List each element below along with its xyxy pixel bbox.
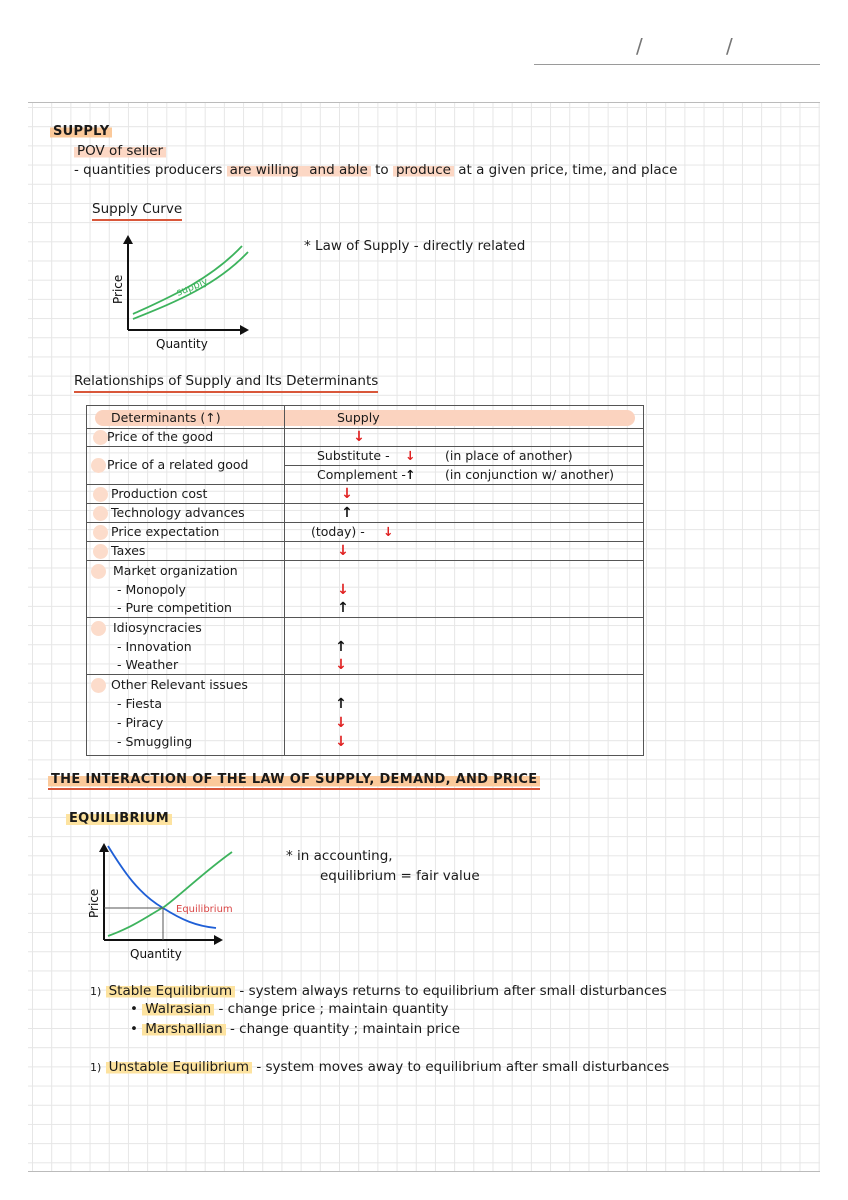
x-axis-arrowhead bbox=[240, 325, 249, 335]
supply-definition: - quantities producers are willing and able to produce at a given price, time, and place bbox=[74, 162, 678, 178]
row-label-price-expectation: Price expectation bbox=[111, 524, 220, 539]
item-weather: - Weather bbox=[117, 657, 179, 672]
row-label-taxes: Taxes bbox=[111, 543, 146, 558]
interaction-title: THE INTERACTION OF THE LAW OF SUPPLY, DEMAND, AND PRICE bbox=[48, 771, 540, 789]
item-pure-competition: - Pure competition bbox=[117, 600, 232, 615]
row-label-related-good: Price of a related good bbox=[107, 457, 249, 472]
header-supply: Supply bbox=[337, 410, 380, 425]
supply-line-upper bbox=[133, 246, 242, 314]
complement-note: (in conjunction w/ another) bbox=[445, 467, 614, 482]
arrow-up-icon: ↑ bbox=[335, 639, 347, 655]
supply-curve-title: Supply Curve bbox=[92, 200, 182, 218]
row-dot bbox=[93, 544, 108, 559]
x-axis-label: Quantity bbox=[156, 337, 208, 351]
row-separator bbox=[87, 617, 643, 618]
today-text: (today) - bbox=[311, 524, 365, 539]
determinants-title: Relationships of Supply and Its Determinants bbox=[74, 372, 378, 390]
row-dot bbox=[91, 621, 106, 636]
arrow-down-icon: ↓ bbox=[337, 543, 349, 559]
row-label-other-issues: Other Relevant issues bbox=[111, 677, 248, 692]
date-slash: / bbox=[726, 34, 733, 58]
arrow-up-icon: ↑ bbox=[337, 600, 349, 616]
row-dot bbox=[93, 525, 108, 540]
arrow-up-icon: ↑ bbox=[335, 696, 347, 712]
header-determinants: Determinants (↑) bbox=[111, 410, 221, 425]
supply-title: SUPPLY bbox=[50, 123, 112, 141]
row-dot bbox=[93, 487, 108, 502]
x-axis-label: Quantity bbox=[130, 947, 182, 961]
stable-equilibrium-line: 1) Stable Equilibrium - system always returns to equilibrium after small disturbances bbox=[90, 983, 667, 999]
arrow-up-icon: ↑ bbox=[405, 467, 416, 482]
item-fiesta: - Fiesta bbox=[117, 696, 163, 711]
row-separator bbox=[87, 541, 643, 542]
row-dot bbox=[93, 506, 108, 521]
arrow-down-icon: ↓ bbox=[335, 715, 347, 731]
row-separator bbox=[87, 560, 643, 561]
arrow-down-icon: ↓ bbox=[353, 429, 365, 445]
date-line bbox=[534, 64, 820, 65]
arrow-down-icon: ↓ bbox=[405, 448, 416, 463]
y-axis-label: Price bbox=[111, 274, 125, 304]
determinants-table bbox=[86, 405, 644, 756]
row-label-production-cost: Production cost bbox=[111, 486, 208, 501]
arrow-down-icon: ↓ bbox=[335, 657, 347, 673]
row-dot bbox=[91, 458, 106, 473]
demand-curve bbox=[108, 846, 216, 928]
arrow-up-icon: ↑ bbox=[341, 505, 353, 521]
supply-curve-chart bbox=[100, 232, 260, 352]
x-axis-arrowhead bbox=[214, 935, 223, 945]
row-separator bbox=[87, 674, 643, 675]
substitute-text: Substitute - bbox=[317, 448, 390, 463]
equilibrium-chart bbox=[84, 842, 244, 964]
row-dot bbox=[93, 430, 108, 445]
substitute-note: (in place of another) bbox=[445, 448, 573, 463]
pov-text: POV of seller bbox=[74, 142, 166, 160]
row-label-idiosyncracies: Idiosyncracies bbox=[113, 620, 202, 635]
accounting-note-line1: * in accounting, bbox=[286, 848, 393, 864]
arrow-down-icon: ↓ bbox=[341, 486, 353, 502]
item-smuggling: - Smuggling bbox=[117, 734, 193, 749]
arrow-down-icon: ↓ bbox=[337, 582, 349, 598]
y-axis-arrowhead bbox=[123, 235, 133, 244]
complement-text: Complement - bbox=[317, 467, 406, 482]
date-slash: / bbox=[636, 34, 643, 58]
accounting-note-line2: equilibrium = fair value bbox=[320, 868, 480, 884]
row-label-market-organization: Market organization bbox=[113, 563, 238, 578]
y-axis-arrowhead bbox=[99, 843, 109, 852]
supply-curve-label: supply bbox=[175, 276, 210, 299]
row-dot bbox=[91, 564, 106, 579]
row-label-technology: Technology advances bbox=[111, 505, 245, 520]
unstable-equilibrium-line: 1) Unstable Equilibrium - system moves away to equilibrium after small disturbances bbox=[90, 1059, 670, 1075]
item-innovation: - Innovation bbox=[117, 639, 192, 654]
y-axis-label: Price bbox=[87, 888, 101, 918]
item-piracy: - Piracy bbox=[117, 715, 164, 730]
arrow-down-icon: ↓ bbox=[335, 734, 347, 750]
walrasian-line: • Walrasian - change price ; maintain quantity bbox=[130, 1001, 449, 1017]
row-dot bbox=[91, 678, 106, 693]
law-of-supply-note: * Law of Supply - directly related bbox=[304, 238, 526, 254]
item-monopoly: - Monopoly bbox=[117, 582, 186, 597]
row-label-price-of-good: Price of the good bbox=[107, 429, 214, 444]
supply-curve bbox=[108, 852, 232, 936]
column-divider bbox=[284, 406, 285, 755]
arrow-down-icon: ↓ bbox=[383, 524, 394, 539]
marshallian-line: • Marshallian - change quantity ; maintain price bbox=[130, 1021, 461, 1037]
equilibrium-label: Equilibrium bbox=[176, 904, 233, 915]
equilibrium-title: EQUILIBRIUM bbox=[66, 810, 172, 828]
